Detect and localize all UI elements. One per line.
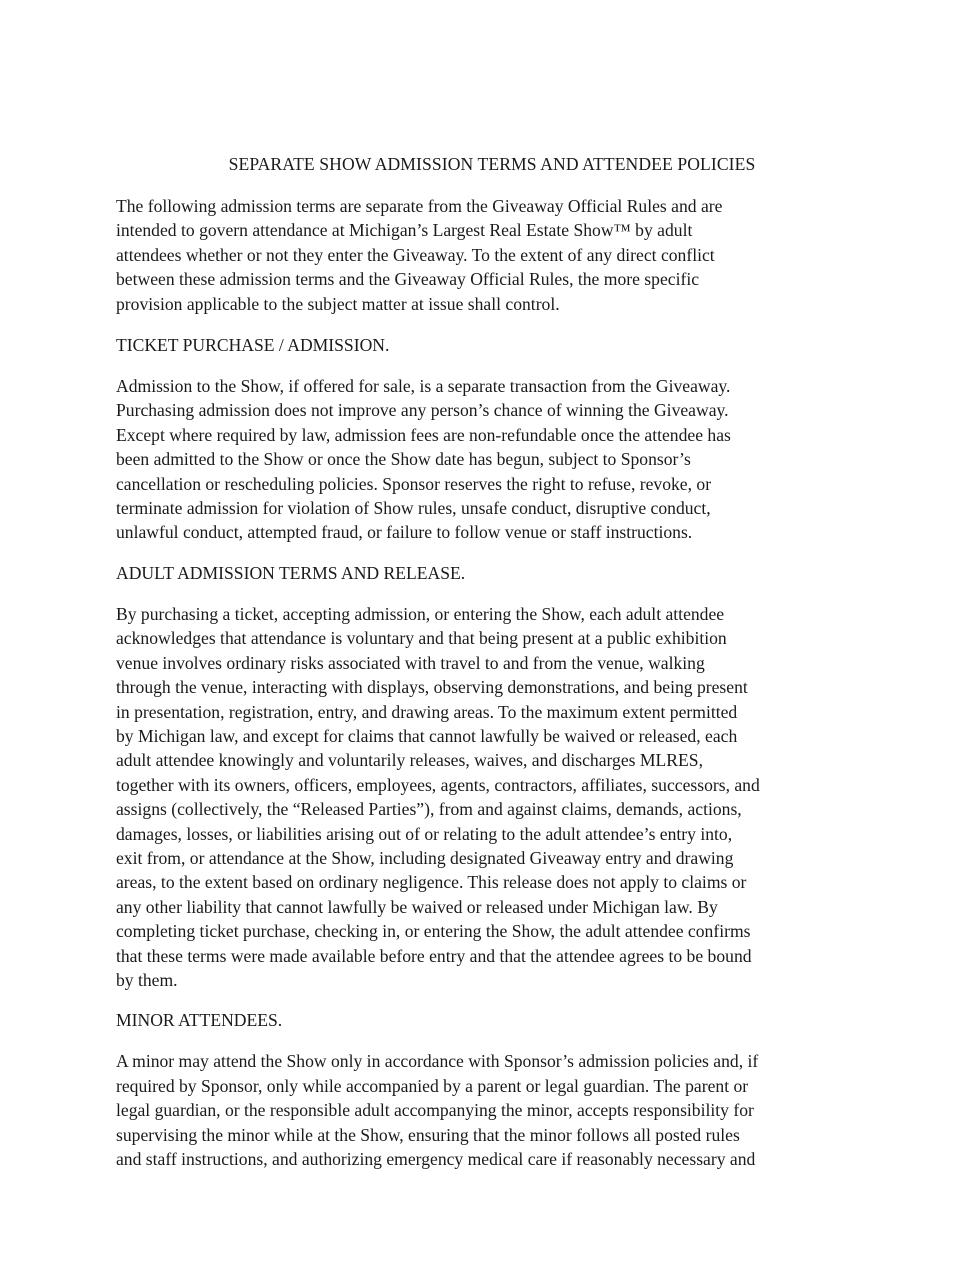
section-body-minor-attendees: A minor may attend the Show only in accordance with Sponsor’s admission policies and, if required by Sponsor, only while accompanied by a parent or legal guardian. The parent or legal guardian, or the responsible adult accompanying the minor, accepts responsibility for supervising the minor while at the Show, ensuring that the minor follows all posted rules and staff instructions, and authorizing emergency medical care if reasonably necessary and	[116, 1051, 759, 1169]
section-heading-minor-attendees: MINOR ATTENDEES.	[116, 1010, 283, 1031]
section-heading-adult-admission: ADULT ADMISSION TERMS AND RELEASE.	[116, 562, 466, 583]
section-heading-ticket-purchase: TICKET PURCHASE / ADMISSION.	[116, 335, 390, 356]
intro-paragraph: The following admission terms are separate from the Giveaway Official Rules and are intended to govern attendance at Michigan’s Largest Real Estate Show™ by adult attendees whether or not they enter the Giveaway. To the extent of any direct conflict between these admission terms and the Giveaway Official Rules, the more specific provision applicable to the subject matter at issue shall control.	[116, 196, 723, 314]
section-body-ticket-purchase: Admission to the Show, if offered for sale, is a separate transaction from the Giveaway. Purchasing admission does not improve any person’s chance of winning the Giveaway. Except where required by law, admission fees are non-refundable once the attendee has been admitted to the Show or once the Show date has begun, subject to Sponsor’s cancellation or rescheduling policies. Sponsor reserves the right to refuse, revoke, or terminate admission for violation of Show rules, unsafe conduct, disruptive conduct, unlawful conduct, attempted fraud, or failure to follow venue or staff instructions.	[116, 376, 731, 543]
section-body-adult-admission: By purchasing a ticket, accepting admission, or entering the Show, each adult attendee acknowledges that attendance is voluntary and that being present at a public exhibition venue involves ordinary risks associated with travel to and from the venue, walking through the venue, interacting with displays, observing demonstrations, and being present in presentation, registration, entry, and drawing areas. To the maximum extent permitted by Michigan law, and except for claims that cannot lawfully be waived or released, each adult attendee knowingly and voluntarily releases, waives, and discharges MLRES, together with its owners, officers, employees, agents, contractors, affiliates, successors, and assigns (collectively, the “Released Parties”), from and against claims, demands, actions, damages, losses, or liabilities arising out of or relating to the adult attendee’s entry into, exit from, or attendance at the Show, including designated Giveaway entry and drawing areas, to the extent based on ordinary negligence. This release does not apply to claims or any other liability that cannot lawfully be waived or released under Michigan law. By completing ticket purchase, checking in, or entering the Show, the adult attendee confirms that these terms were made available before entry and that the attendee agrees to be bound by them.	[116, 603, 760, 990]
document-page	[116, 152, 868, 1171]
document-title: SEPARATE SHOW ADMISSION TERMS AND ATTENDEE POLICIES	[228, 154, 756, 174]
